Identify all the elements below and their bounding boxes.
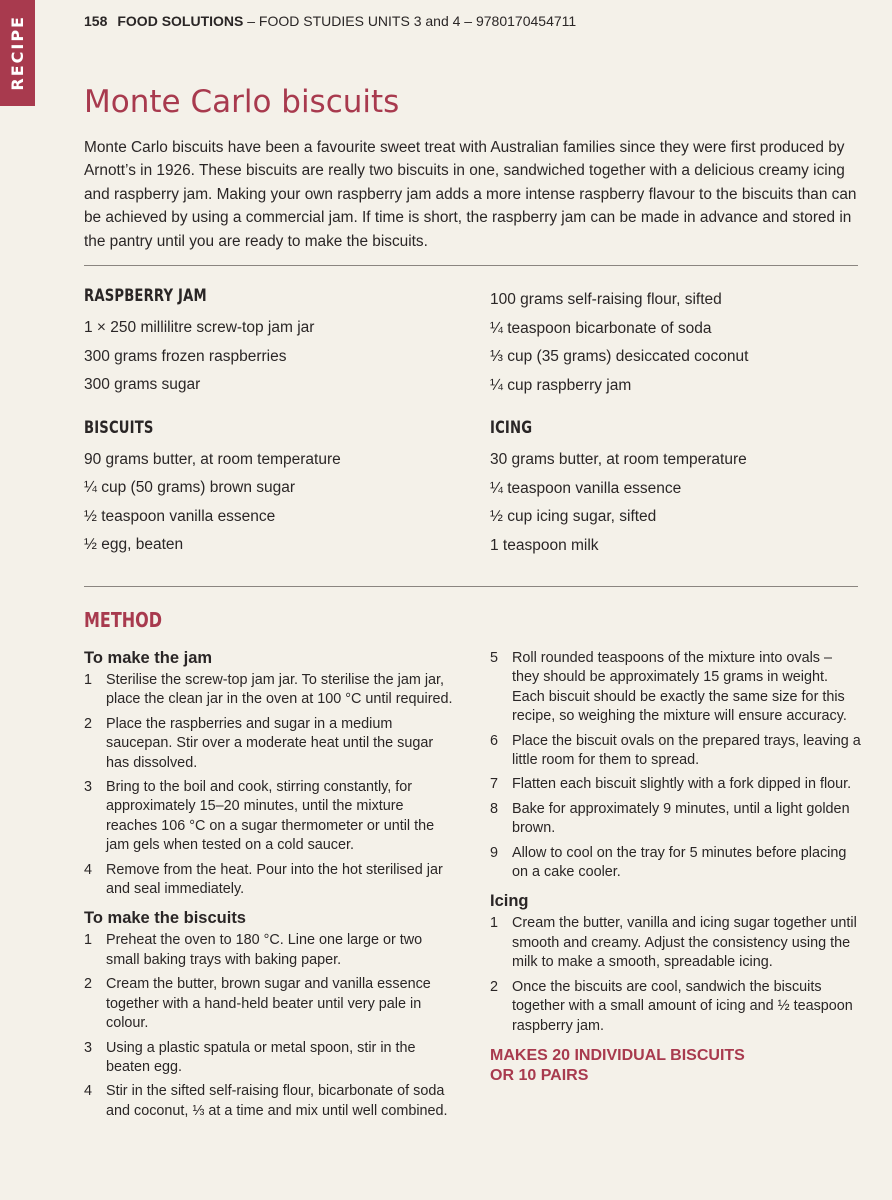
ingredient-item: ½ egg, beaten [84, 536, 184, 553]
page-number: 158 [84, 13, 108, 29]
method-step: 1 Sterilise the screw-top jam jar. To sterilise the jam jar, place the clean jar in the oven at 100 °C until required. [84, 672, 453, 708]
yield-line-1: MAKES 20 INDIVIDUAL BISCUITS [490, 1046, 745, 1064]
icing-heading: ICING [490, 418, 533, 437]
ingredient-item: ¼ teaspoon bicarbonate of soda [490, 319, 712, 337]
book-subtitle: – FOOD STUDIES UNITS 3 and 4 – 9780170454711 [247, 13, 577, 29]
side-tab-label: RECIPE [8, 15, 27, 91]
divider-bottom [84, 586, 858, 587]
yield-note [490, 1046, 862, 1086]
method-step: 5 Roll rounded teaspoons of the mixture into ovals – they should be approximately 15 grams in weight. Each biscuit should be exactly the same size for this recipe, so weighing the mixture will ensure accuracy. [490, 650, 847, 725]
method-step: 1 Preheat the oven to 180 °C. Line one large or two small baking trays with baking paper. [84, 932, 423, 968]
ingredient-item: 90 grams butter, at room temperature [84, 450, 341, 468]
method-heading: METHOD [84, 608, 163, 632]
icing-ingredient-list [490, 446, 860, 560]
method-step: 2 Cream the butter, brown sugar and vanilla essence together with a hand-held beater until very pale in colour. [84, 976, 431, 1032]
page-header [84, 13, 576, 29]
ingredient-item: 30 grams butter, at room temperature [490, 451, 747, 468]
recipe-title: Monte Carlo biscuits [84, 84, 400, 120]
ingredients-left-column [84, 286, 464, 560]
ingredient-item: 1 × 250 millilitre screw-top jam jar [84, 319, 315, 336]
icing-steps [490, 914, 862, 1035]
method-step: 1 Cream the butter, vanilla and icing sugar together until smooth and creamy. Adjust the consistency using the milk to make a smooth, spreadable icing. [490, 915, 857, 971]
ingredient-item: ¼ cup raspberry jam [490, 376, 632, 394]
method-step: 2 Once the biscuits are cool, sandwich the biscuits together with a small amount of icing and ½ teaspoon raspberry jam. [490, 978, 853, 1034]
ingredient-item: ¼ teaspoon vanilla essence [490, 479, 682, 497]
yield-line-2: OR 10 PAIRS [490, 1066, 589, 1084]
ingredients-right-column [490, 286, 860, 560]
method-step: 8 Bake for approximately 9 minutes, until a light golden brown. [490, 800, 850, 837]
method-step: 3 Bring to the boil and cook, stirring constantly, for approximately 15–20 minutes, until the mixture reaches 106 °C on a sugar thermometer or until the jam gels when tested on a cold saucer. [84, 779, 435, 854]
ingredient-item: 100 grams self-raising flour, sifted [490, 291, 722, 308]
biscuits-ingredient-list [84, 446, 464, 560]
jam-method-heading: To make the jam [84, 649, 213, 667]
method-left-column [84, 649, 454, 1131]
method-step: 3 Using a plastic spatula or metal spoon, stir in the beaten egg. [84, 1039, 416, 1075]
ingredient-item: ½ teaspoon vanilla essence [84, 507, 276, 525]
biscuits-method-heading: To make the biscuits [84, 909, 246, 928]
method-step: 6 Place the biscuit ovals on the prepared trays, leaving a little room for them to spread. [490, 732, 861, 769]
ingredient-item: ½ cup icing sugar, sifted [490, 508, 657, 525]
divider-top [84, 265, 858, 266]
method-step: 7 Flatten each biscuit slightly with a fork dipped in flour. [490, 776, 852, 793]
ingredient-item: 300 grams frozen raspberries [84, 347, 287, 365]
method-step: 4 Remove from the heat. Pour into the hot sterilised jar and seal immediately. [84, 861, 443, 898]
recipe-intro: Monte Carlo biscuits have been a favourite sweet treat with Australian families since they were first produced by Arnott’s in 1926. These biscuits are really two biscuits in one, sandwiched together with a delicious creamy icing and raspberry jam. Making your own raspberry jam adds a more intense raspberry flavour to the biscuits than can be achieved by using a commercial jam. If time is short, the raspberry jam can be made in advance and stored in the pantry until you are ready to make the biscuits. [84, 139, 857, 250]
method-step: 2 Place the raspberries and sugar in a medium saucepan. Stir over a moderate heat until the sugar has dissolved. [84, 715, 434, 771]
biscuit-steps [84, 931, 454, 1121]
biscuit-steps-continued [490, 649, 862, 882]
ingredient-item: 300 grams sugar [84, 376, 201, 393]
icing-method-heading: Icing [490, 892, 529, 911]
method-step: 9 Allow to cool on the tray for 5 minutes before placing on a cake cooler. [490, 844, 847, 881]
ingredient-item: ¼ cup (50 grams) brown sugar [84, 479, 296, 496]
biscuits-heading: BISCUITS [84, 417, 154, 437]
biscuits-ingredient-list-continued [490, 286, 860, 400]
method-step: 4 Stir in the sifted self-raising flour, bicarbonate of soda and coconut, ⅓ at a time and mix until well combined. [84, 1083, 448, 1119]
method-right-column [490, 649, 862, 1086]
ingredient-item: ⅓ cup (35 grams) desiccated coconut [490, 348, 749, 365]
book-title: FOOD SOLUTIONS [117, 13, 244, 29]
jam-steps [84, 671, 454, 899]
recipe-side-tab [0, 0, 35, 106]
ingredient-item: 1 teaspoon milk [490, 536, 599, 554]
raspberry-jam-list [84, 314, 464, 400]
raspberry-jam-heading: RASPBERRY JAM [84, 286, 207, 305]
